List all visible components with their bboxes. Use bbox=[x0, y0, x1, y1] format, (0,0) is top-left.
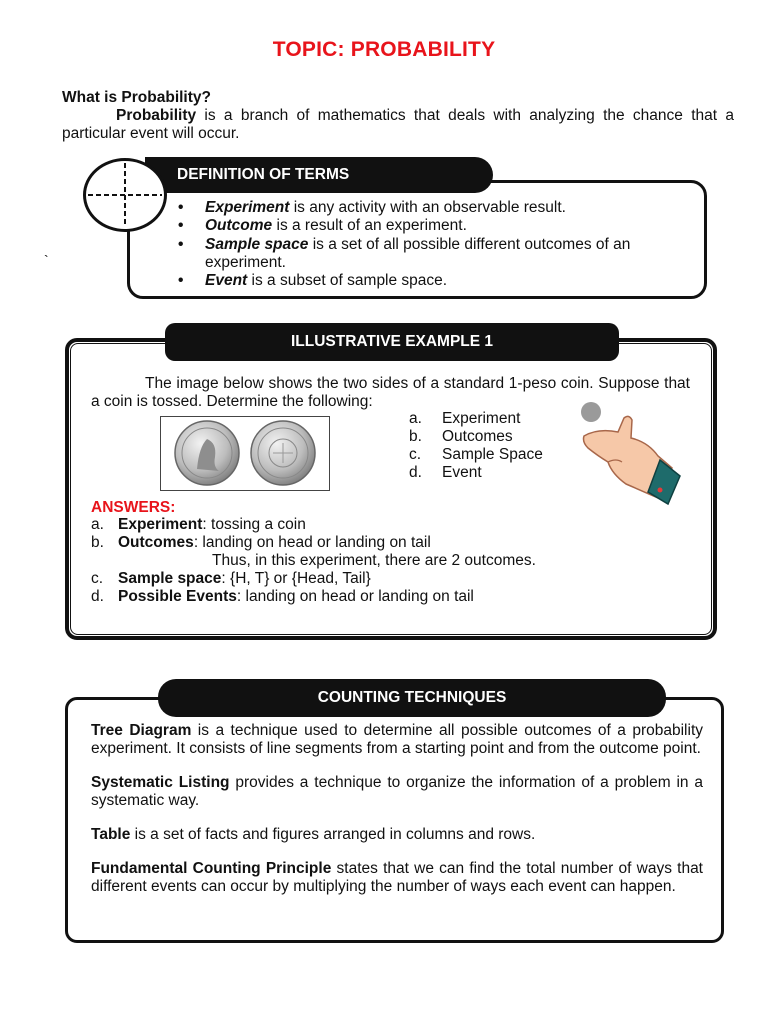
definition-list bbox=[175, 199, 700, 290]
page-title: TOPIC: PROBABILITY bbox=[272, 38, 496, 61]
list-item: • Sample space is a set of all possible different outcomes of an experiment. bbox=[175, 236, 700, 273]
stray-mark: ` bbox=[44, 252, 49, 268]
list-item: • Outcome is a result of an experiment. bbox=[175, 217, 700, 235]
example-heading: ILLUSTRATIVE EXAMPLE 1 bbox=[165, 323, 619, 361]
counting-content bbox=[91, 722, 703, 912]
counting-item: Tree Diagram is a technique used to determine all possible outcomes of a probability experiment. It consists of line segments from a starting point and from the outcome point. bbox=[91, 722, 703, 757]
list-item: a. Experiment bbox=[409, 410, 521, 427]
list-item: b. Outcomes bbox=[409, 428, 513, 445]
intro-question: What is Probability? bbox=[62, 89, 211, 106]
definition-heading: DEFINITION OF TERMS bbox=[145, 157, 493, 193]
example-prompt: The image below shows the two sides of a standard 1-peso coin. Suppose that a coin is tossed. Determine the following: bbox=[91, 375, 690, 410]
outcomes-note: Thus, in this experiment, there are 2 outcomes. bbox=[212, 552, 536, 569]
intro-text: is a branch of mathematics that deals with analyzing the chance that a particular event will occur. bbox=[62, 107, 734, 142]
list-item: d. Event bbox=[409, 464, 482, 481]
peso-coin-image bbox=[160, 416, 330, 491]
list-item: a. Experiment: tossing a coin bbox=[91, 516, 306, 533]
list-item: c. Sample space: {H, T} or {Head, Tail} bbox=[91, 570, 371, 587]
intro-term: Probability bbox=[116, 107, 197, 124]
counting-heading: COUNTING TECHNIQUES bbox=[158, 679, 666, 717]
list-item: • Experiment is any activity with an observable result. bbox=[175, 199, 700, 217]
crosshair-icon bbox=[83, 158, 167, 232]
intro-paragraph bbox=[62, 107, 734, 143]
counting-item: Table is a set of facts and figures arranged in columns and rows. bbox=[91, 826, 536, 843]
list-item: b. Outcomes: landing on head or landing on tail bbox=[91, 534, 431, 551]
coin-toss-hand-icon bbox=[576, 398, 688, 508]
list-item: d. Possible Events: landing on head or landing on tail bbox=[91, 588, 474, 605]
answers-heading: ANSWERS: bbox=[91, 499, 176, 516]
answers-list bbox=[91, 516, 536, 606]
list-item: c. Sample Space bbox=[409, 446, 543, 463]
counting-item: Systematic Listing provides a technique to organize the information of a problem in a systematic way. bbox=[91, 774, 703, 809]
example-options bbox=[409, 410, 543, 482]
list-item: • Event is a subset of sample space. bbox=[175, 272, 700, 290]
counting-item: Fundamental Counting Principle states that we can find the total number of ways that different events can occur by multiplying the number of ways each event can happen. bbox=[91, 860, 703, 895]
